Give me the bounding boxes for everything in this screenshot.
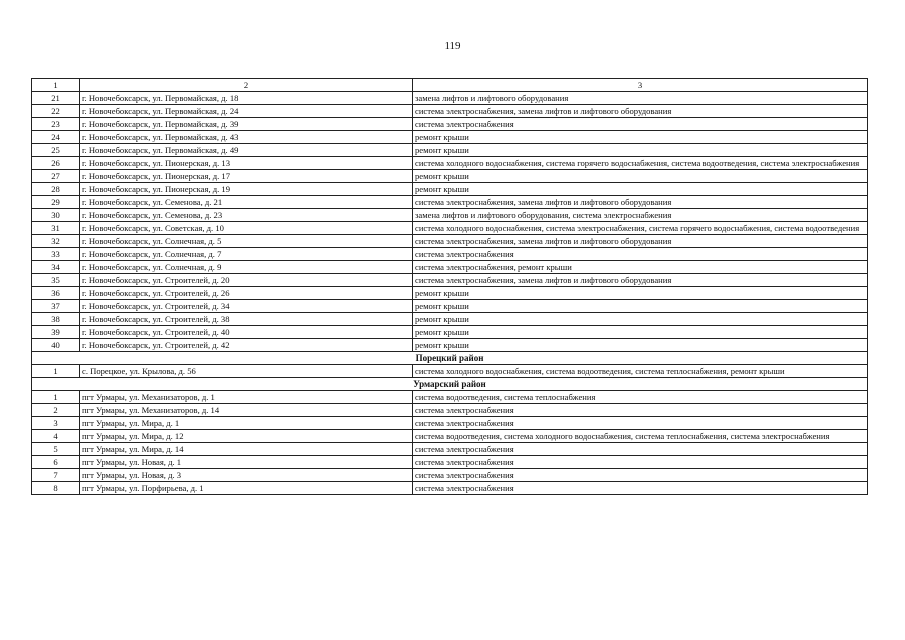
table-row	[32, 170, 868, 183]
section-row	[32, 352, 868, 365]
row-number: 33	[32, 248, 80, 261]
works-cell: ремонт крыши	[413, 339, 868, 352]
row-number: 27	[32, 170, 80, 183]
table-row	[32, 261, 868, 274]
table-body	[32, 79, 868, 495]
works-cell: система электроснабжения, замена лифтов и лифтового оборудования	[413, 274, 868, 287]
works-cell: замена лифтов и лифтового оборудования, система электроснабжения	[413, 209, 868, 222]
address-cell: пгт Урмары, ул. Механизаторов, д. 14	[80, 404, 413, 417]
works-cell: система электроснабжения, замена лифтов и лифтового оборудования	[413, 105, 868, 118]
address-cell: г. Новочебоксарск, ул. Строителей, д. 20	[80, 274, 413, 287]
address-cell: пгт Урмары, ул. Мира, д. 1	[80, 417, 413, 430]
works-cell: система электроснабжения	[413, 404, 868, 417]
section-title: Порецкий район	[32, 352, 868, 365]
address-cell: г. Новочебоксарск, ул. Первомайская, д. 24	[80, 105, 413, 118]
table-row	[32, 326, 868, 339]
table-row	[32, 430, 868, 443]
address-cell: г. Новочебоксарск, ул. Солнечная, д. 9	[80, 261, 413, 274]
address-cell: г. Новочебоксарск, ул. Строителей, д. 26	[80, 287, 413, 300]
address-cell: г. Новочебоксарск, ул. Строителей, д. 34	[80, 300, 413, 313]
row-number: 6	[32, 456, 80, 469]
column-number-2: 2	[80, 79, 413, 92]
address-cell: пгт Урмары, ул. Мира, д. 14	[80, 443, 413, 456]
works-cell: ремонт крыши	[413, 131, 868, 144]
address-cell: с. Порецкое, ул. Крылова, д. 56	[80, 365, 413, 378]
row-number: 30	[32, 209, 80, 222]
column-number-3: 3	[413, 79, 868, 92]
works-cell: система электроснабжения, замена лифтов и лифтового оборудования	[413, 196, 868, 209]
works-cell: система электроснабжения	[413, 456, 868, 469]
works-cell: система водоотведения, система теплоснабжения	[413, 391, 868, 404]
row-number: 4	[32, 430, 80, 443]
address-cell: г. Новочебоксарск, ул. Первомайская, д. 43	[80, 131, 413, 144]
address-cell: г. Новочебоксарск, ул. Семенова, д. 21	[80, 196, 413, 209]
works-cell: ремонт крыши	[413, 170, 868, 183]
repair-works-table	[31, 78, 868, 495]
table-row	[32, 157, 868, 170]
table-row	[32, 274, 868, 287]
table-row	[32, 417, 868, 430]
works-cell: ремонт крыши	[413, 183, 868, 196]
works-cell: система водоотведения, система холодного водоснабжения, система теплоснабжения, система электроснабжения	[413, 430, 868, 443]
table-row	[32, 209, 868, 222]
works-cell: система электроснабжения, ремонт крыши	[413, 261, 868, 274]
row-number: 34	[32, 261, 80, 274]
works-cell: ремонт крыши	[413, 287, 868, 300]
table-row	[32, 92, 868, 105]
address-cell: пгт Урмары, ул. Мира, д. 12	[80, 430, 413, 443]
table-row	[32, 300, 868, 313]
row-number: 1	[32, 391, 80, 404]
works-cell: ремонт крыши	[413, 326, 868, 339]
works-cell: система электроснабжения	[413, 469, 868, 482]
row-number: 23	[32, 118, 80, 131]
address-cell: пгт Урмары, ул. Механизаторов, д. 1	[80, 391, 413, 404]
row-number: 7	[32, 469, 80, 482]
section-row	[32, 378, 868, 391]
address-cell: г. Новочебоксарск, ул. Солнечная, д. 7	[80, 248, 413, 261]
address-cell: г. Новочебоксарск, ул. Пионерская, д. 13	[80, 157, 413, 170]
address-cell: г. Новочебоксарск, ул. Семенова, д. 23	[80, 209, 413, 222]
table-row	[32, 456, 868, 469]
table-row	[32, 105, 868, 118]
works-cell: система холодного водоснабжения, система горячего водоснабжения, система водоотведения, система электроснабжения	[413, 157, 868, 170]
row-number: 36	[32, 287, 80, 300]
page-number: 119	[444, 40, 461, 52]
address-cell: г. Новочебоксарск, ул. Строителей, д. 38	[80, 313, 413, 326]
address-cell: г. Новочебоксарск, ул. Первомайская, д. 18	[80, 92, 413, 105]
column-number-row	[32, 79, 868, 92]
table-row	[32, 482, 868, 495]
table-row	[32, 313, 868, 326]
row-number: 1	[32, 365, 80, 378]
row-number: 3	[32, 417, 80, 430]
table-row	[32, 404, 868, 417]
address-cell: пгт Урмары, ул. Порфирьева, д. 1	[80, 482, 413, 495]
works-cell: система электроснабжения	[413, 417, 868, 430]
row-number: 24	[32, 131, 80, 144]
row-number: 39	[32, 326, 80, 339]
row-number: 22	[32, 105, 80, 118]
row-number: 26	[32, 157, 80, 170]
section-title: Урмарский район	[32, 378, 868, 391]
works-cell: ремонт крыши	[413, 300, 868, 313]
column-number-1: 1	[32, 79, 80, 92]
table-row	[32, 131, 868, 144]
row-number: 21	[32, 92, 80, 105]
works-cell: ремонт крыши	[413, 144, 868, 157]
works-cell: замена лифтов и лифтового оборудования	[413, 92, 868, 105]
table-row	[32, 365, 868, 378]
table-row	[32, 144, 868, 157]
address-cell: г. Новочебоксарск, ул. Советская, д. 10	[80, 222, 413, 235]
row-number: 40	[32, 339, 80, 352]
table-row	[32, 391, 868, 404]
table-row	[32, 196, 868, 209]
row-number: 37	[32, 300, 80, 313]
table-row	[32, 118, 868, 131]
works-cell: система холодного водоснабжения, система водоотведения, система теплоснабжения, ремонт крыши	[413, 365, 868, 378]
table-row	[32, 339, 868, 352]
works-cell: система холодного водоснабжения, система электроснабжения, система горячего водоснабжения, система водоотведения	[413, 222, 868, 235]
row-number: 29	[32, 196, 80, 209]
address-cell: г. Новочебоксарск, ул. Пионерская, д. 19	[80, 183, 413, 196]
works-cell: система электроснабжения	[413, 118, 868, 131]
works-cell: ремонт крыши	[413, 313, 868, 326]
row-number: 25	[32, 144, 80, 157]
row-number: 35	[32, 274, 80, 287]
address-cell: пгт Урмары, ул. Новая, д. 3	[80, 469, 413, 482]
address-cell: г. Новочебоксарск, ул. Строителей, д. 40	[80, 326, 413, 339]
address-cell: г. Новочебоксарск, ул. Солнечная, д. 5	[80, 235, 413, 248]
row-number: 28	[32, 183, 80, 196]
address-cell: г. Новочебоксарск, ул. Строителей, д. 42	[80, 339, 413, 352]
works-cell: система электроснабжения	[413, 482, 868, 495]
works-cell: система электроснабжения	[413, 443, 868, 456]
table-row	[32, 248, 868, 261]
row-number: 32	[32, 235, 80, 248]
table-row	[32, 469, 868, 482]
table-row	[32, 235, 868, 248]
address-cell: г. Новочебоксарск, ул. Первомайская, д. 39	[80, 118, 413, 131]
table-row	[32, 443, 868, 456]
address-cell: пгт Урмары, ул. Новая, д. 1	[80, 456, 413, 469]
row-number: 38	[32, 313, 80, 326]
works-cell: система электроснабжения, замена лифтов и лифтового оборудования	[413, 235, 868, 248]
address-cell: г. Новочебоксарск, ул. Пионерская, д. 17	[80, 170, 413, 183]
address-cell: г. Новочебоксарск, ул. Первомайская, д. 49	[80, 144, 413, 157]
row-number: 5	[32, 443, 80, 456]
row-number: 8	[32, 482, 80, 495]
row-number: 31	[32, 222, 80, 235]
table-row	[32, 287, 868, 300]
table-row	[32, 222, 868, 235]
table-row	[32, 183, 868, 196]
row-number: 2	[32, 404, 80, 417]
works-cell: система электроснабжения	[413, 248, 868, 261]
